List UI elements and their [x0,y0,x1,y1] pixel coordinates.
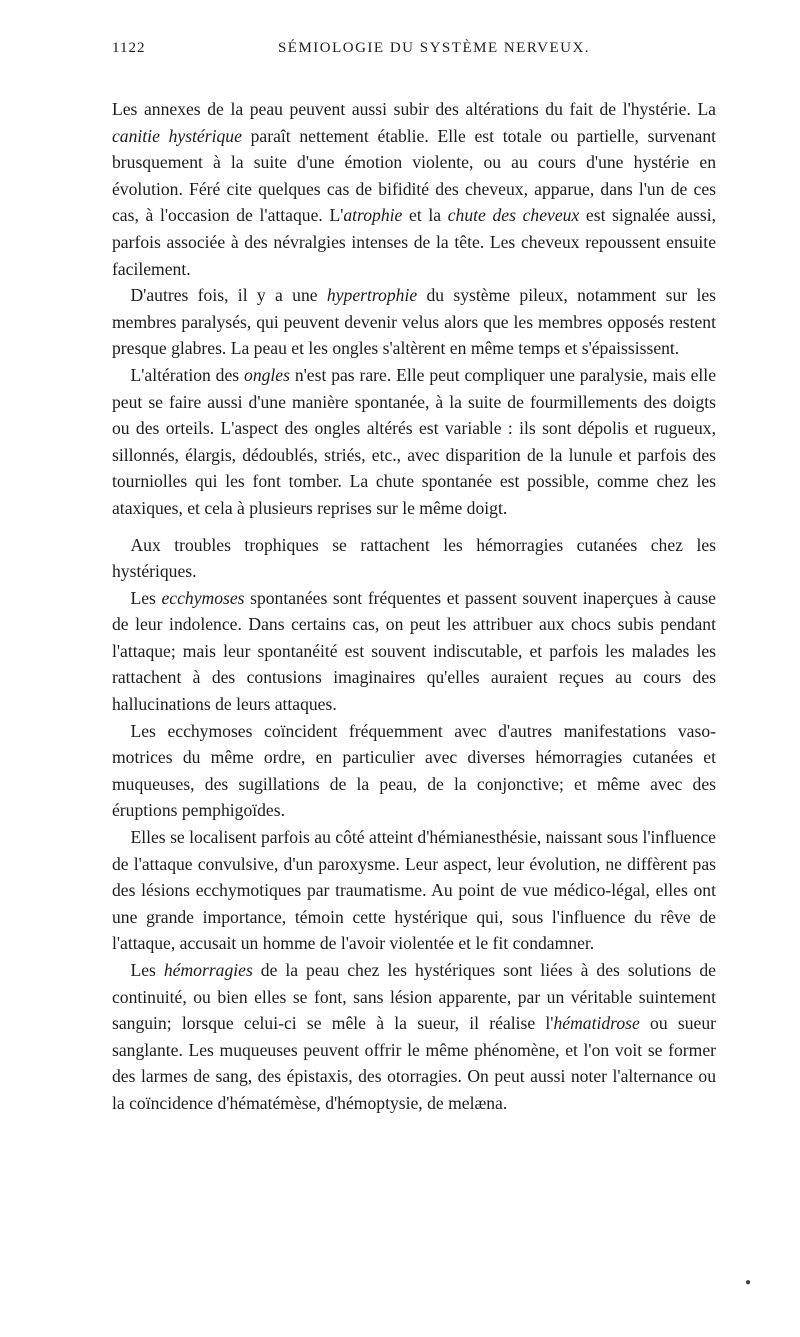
text-run: Les [130,960,164,980]
text-run: Les annexes de la peau peuvent aussi subir des altérations du fait de l'hystérie. La [112,99,716,119]
paragraph [112,824,716,957]
running-title: SÉMIOLOGIE DU SYSTÈME NERVEUX. [277,40,591,56]
body-text [112,96,716,1117]
text-run: paraît nettement établie. Elle est totale ou partielle, survenant brusquement à la suite d'une émotion violente, ou au cours d'une hystérie en évolution. Féré cite quelques cas de bifidité des cheveux, apparue, dans l'un de ces cas, à l'occasion de l'attaque. L' [112,125,717,226]
text-run: L'altération des [130,364,245,385]
italic-term: ongles [244,364,290,385]
page-number: 1122 [112,40,146,56]
text-run: Les [130,587,162,608]
text-run: Elles se localisent parfois au côté atteint d'hémianesthésie, naissant sous l'influence de l'attaque convulsive, d'un paroxysme. Leur aspect, leur évolution, ne diffèrent pas des lésions ecchymotiques par traumatisme. Au point de vue médico-légal, elles ont une grande importance, témoin cette hystérique qui, sous l'influence du rêve de l'attaque, accusait un homme de l'avoir violentée et le fit condamner. [112,827,716,954]
text-run: est signalée aussi, parfois associée à des névralgies intenses de la tête. Les cheveux repoussent ensuite facilement. [112,205,717,279]
text-run: du système pileux, notamment sur les membres paralysés, qui peuvent devenir velus alors que les membres opposés restent presque glabres. La peau et les ongles s'altèrent en même temps et s'épaississent. [112,285,716,359]
italic-term: canitie hystérique [112,125,242,146]
text-run: n'est pas rare. Elle peut compliquer une paralysie, mais elle peut se faire aussi d'une manière spontanée, à la suite de fourmillements des doigts ou des orteils. L'aspect des ongles altérés est variable : ils sont dépolis et rugueux, sillonnés, élargis, dédoublés, striés, etc., avec disparition de la lunule et parfois des tourniolles qui les font tomber. La chute spontanée est possible, comme chez les ataxiques, et cela à plusieurs reprises sur le même doigt. [112,364,716,518]
text-run: de la peau chez les hystériques sont liées à des solutions de continuité, ou bien elles se font, sans lésion apparente, par un véritable suintement sanguin; lorsque celui-ci se mêle à la sueur, il réalise l' [112,960,716,1034]
page [112,40,716,1117]
text-run: spontanées sont fréquentes et passent souvent inaperçues à cause de leur indolence. Dans certains cas, on peut les attribuer aux chocs subis pendant l'attaque; mais leur spontanéité est souvent indiscutable, et parfois les malades les rattachent à des contusions imaginaires qu'elles auraient reçues au cours des hallucinations de leurs attaques. [112,587,716,715]
text-run: et la [402,205,448,226]
paragraph [112,957,716,1117]
italic-term: chute des cheveux [447,205,580,226]
paragraph [112,585,716,718]
ornament-dot: ● [745,1277,752,1288]
paragraph [112,362,716,522]
italic-term: hématidrose [553,1013,640,1034]
italic-term: ecchymoses [161,587,245,608]
text-run: Les ecchymoses coïncident fréquemment avec d'autres manifestations vaso-motrices du même ordre, en particulier avec diverses hémorragies cutanées et muqueuses, des sugillations de la peau, de la conjonctive; et même avec des éruptions pemphigoïdes. [112,720,716,821]
italic-term: hypertrophie [326,285,418,306]
italic-term: atrophie [343,205,403,226]
paragraph [112,96,716,282]
paragraph [112,532,716,585]
text-run: D'autres fois, il y a une [130,285,327,306]
paragraph [112,718,716,824]
paragraph-gap [112,522,716,532]
text-run: ou sueur sanglante. Les muqueuses peuvent offrir le même phénomène, et l'on voit se former des larmes de sang, des épistaxis, des otorragies. On peut aussi noter l'alternance ou la coïncidence d'hématémèse, d'hémoptysie, de melæna. [112,1013,716,1113]
text-run: Aux troubles trophiques se rattachent les hémorragies cutanées chez les hystériques. [112,534,716,582]
paragraph [112,282,716,362]
running-head [112,40,716,66]
italic-term: hémorragies [163,960,253,980]
